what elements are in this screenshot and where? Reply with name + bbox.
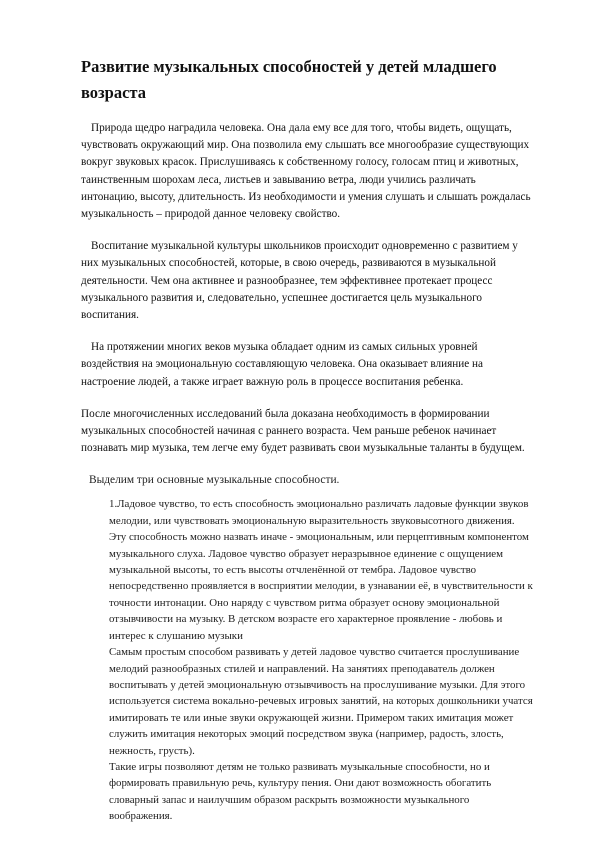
paragraph-influence: На протяжении многих веков музыка обладает одним из самых сильных уровней воздействия на эмоциональную составляющую человека. Она оказывает влияние на настроение людей, а также играет важную роль в процессе воспитания ребенка.: [81, 341, 483, 388]
games-benefit-paragraph: Такие игры позволяют детям не только развивать музыкальные способности, но и формировать правильную речь, культуру пения. Они дают возможность обогатить словарный запас и наилучшим образом раскрыть возможности музыкального воображения.: [109, 760, 492, 823]
abilities-block: [109, 496, 533, 824]
paragraph-research: После многочисленных исследований была доказана необходимость в формировании музыкальных способностей начиная с раннего возраста. Чем раньше ребенок начинает познавать мир музыка, тем легче ему будет развивать свои музыкальные таланты в будущем.: [81, 407, 525, 455]
modal-feeling-method-paragraph: Самым простым способом развивать у детей ладовое чувство считается прослушивание мелодий разнообразных стилей и направлений. На занятиях преподаватель должен воспитывать у детей эмоциональную отзывчивость на прослушивание музыки. Для этого используется система вокально-речевых игровых занятий, на которых дошкольники учатся имитировать те или иные звуки окружающей жизни. Примером таких имитация может служить имитация некоторых эмоций посредством звука (например, радость, злость, нежность, грусть).: [109, 646, 533, 757]
modal-feeling-paragraph: 1.Ладовое чувство, то есть способность эмоционально различать ладовые функции звуков мелодии, или чувствовать эмоциональную выразительность звуковысотного движения. Эту способность можно назвать иначе - эмоциональным, или перцептивным компонентом музыкального слуха. Ладовое чувство образует неразрывное единение с ощущением музыкальной высоты, то есть высоты отчленённой от тембра. Ладовое чувство непосредственно проявляется в восприятии мелодии, в узнавании её, в чувствительности к точности интонации. Оно наряду с чувством ритма образует основу эмоциональной отзывчивости на музыку. В детском возрасте его характерное проявление - любовь и интерес к слушанию музыки: [109, 498, 533, 642]
document-title: Развитие музыкальных способностей у детей младшего возраста: [81, 57, 497, 102]
three-abilities-lead: Выделим три основные музыкальные способности.: [89, 474, 340, 487]
paragraph-nature: Природа щедро наградила человека. Она дала ему все для того, чтобы видеть, ощущать, чувствовать окружающий мир. Она позволила ему слышать все многообразие существующих вокруг звуковых красок. Прислушиваясь к собственному голосу, голосам птиц и животных, таинственным шорохам леса, листьев и завыванию ветра, люди учились различать интонацию, высоту, длительность. Из необходимости и умения слушать и слышать рождалась музыкальность – природой данное человеку свойство.: [81, 122, 531, 221]
paragraph-education: Воспитание музыкальной культуры школьников происходит одновременно с развитием у них музыкальных способностей, которые, в свою очередь, развиваются в музыкальной деятельности. Чем она активнее и разнообразнее, тем эффективнее протекает процесс музыкального развития и, следовательно, успешнее достигается цель музыкального воспитания.: [81, 240, 518, 322]
